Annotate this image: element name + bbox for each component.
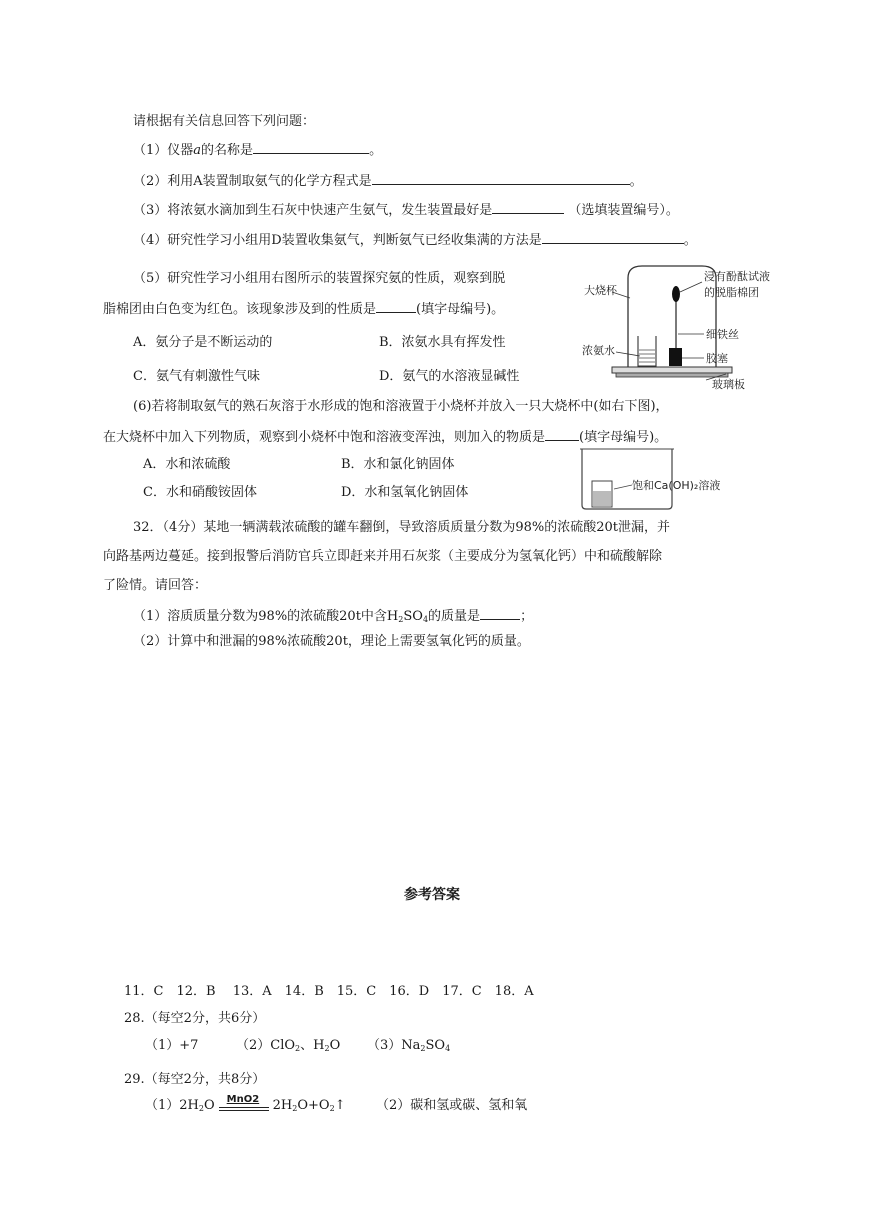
option-6-a: A．水和浓硫酸 <box>143 457 231 472</box>
answer-blank[interactable] <box>372 172 630 185</box>
option-6-d: D．水和氢氧化钠固体 <box>341 485 469 500</box>
question-6-line-2: 在大烧杯中加入下列物质，观察到小烧杯中饱和溶液变浑浊，则加入的物质是 (填字母编号)。 <box>103 430 668 445</box>
option-5-a: A．氨分子是不断运动的 <box>133 335 273 350</box>
question-2: （2）利用A装置制取氨气的化学方程式是 。 <box>133 174 643 189</box>
answer-28-2: （2）ClO$_2$、$H_2O$ <box>236 1038 341 1053</box>
answer-29-1: $(1)2H_2O$ MnO2 $2H_2O+O_2↑$ <box>145 1094 346 1113</box>
question-4: （4）研究性学习小组用D装置收集氨气，判断氨气已经收集满的方法是 。 <box>133 233 697 248</box>
answer-blank[interactable] <box>545 428 579 441</box>
answer-29-heading: 29.（每空2分，共8分） <box>124 1072 266 1087</box>
question-32-sub-1: （1）溶质质量分数为98%的浓硫酸20t中含$H_2SO_4$的质量是 ； <box>133 609 534 624</box>
option-6-b: B．水和氯化钠固体 <box>341 457 455 472</box>
label-saturated-solution: 饱和Ca(OH)₂溶液 <box>632 479 721 492</box>
question-5-line-2: 脂棉团由白色变为红色。该现象涉及到的性质是 (填字母编号)。 <box>103 302 505 317</box>
question-32-line-2: 向路基两边蔓延。接到报警后消防官兵立即赶来并用石灰浆（主要成分为氢氧化钙）中和硫酸解除 <box>103 549 663 564</box>
answer-28-heading: 28.（每空2分，共6分） <box>124 1011 266 1026</box>
option-5-b: B．浓氨水具有挥发性 <box>379 335 506 350</box>
answers-multiple-choice: 11．C 12．B 13．A 14．B 15．C 16．D 17．C 18．A <box>124 984 534 999</box>
answer-blank[interactable] <box>492 201 564 214</box>
answers-heading: 参考答案 <box>404 887 460 903</box>
label-stopper: 胶塞 <box>706 352 728 365</box>
answer-blank[interactable] <box>253 141 369 154</box>
label-wire: 细铁丝 <box>706 328 739 341</box>
question-1: （1）仪器a的名称是 。 <box>133 143 383 158</box>
option-6-c: C．水和硝酸铵固体 <box>143 485 257 500</box>
question-6-line-1: (6)若将制取氨气的熟石灰溶于水形成的饱和溶液置于小烧杯并放入一只大烧杯中(如右下图)， <box>133 399 669 414</box>
question-3: （3）将浓氨水滴加到生石灰中快速产生氨气，发生装置最好是 （选填装置编号）。 <box>133 203 679 218</box>
label-big-beaker: 大烧杯 <box>584 284 617 297</box>
answer-blank[interactable] <box>376 300 416 313</box>
answer-28-3: $(3)Na_2SO_4$ <box>367 1038 451 1053</box>
answer-28-1: （1）+7 <box>145 1038 199 1053</box>
beaker-figure <box>574 445 734 513</box>
answer-blank[interactable] <box>480 607 520 620</box>
question-32-sub-2: （2）计算中和泄漏的98%浓硫酸20t，理论上需要氢氧化钙的质量。 <box>133 634 530 649</box>
catalyst-arrow <box>215 1094 273 1114</box>
label-cotton-2: 的脱脂棉团 <box>704 286 759 299</box>
ammonia-apparatus-figure <box>576 262 798 394</box>
catalyst-label: MnO2 <box>226 1094 260 1105</box>
option-5-c: C．氨气有刺激性气味 <box>133 369 260 384</box>
option-5-d: D．氨气的水溶液显碱性 <box>379 369 520 384</box>
question-32-line-1: 32．（4分）某地一辆满载浓硫酸的罐车翻倒，导致溶质质量分数为98%的浓硫酸20t泄漏，并 <box>133 520 670 535</box>
answer-blank[interactable] <box>542 231 684 244</box>
intro-text: 请根据有关信息回答下列问题： <box>133 114 316 129</box>
label-ammonia: 浓氨水 <box>582 344 615 357</box>
question-32-line-3: 了险情。请回答： <box>103 578 208 593</box>
label-plate: 玻璃板 <box>712 378 745 391</box>
answer-29-2: （2）碳和氢或碳、氢和氧 <box>376 1098 528 1113</box>
question-5-line-1: （5）研究性学习小组用右图所示的装置探究氨的性质，观察到脱 <box>133 271 506 286</box>
label-cotton-1: 浸有酚酞试液 <box>704 270 770 283</box>
